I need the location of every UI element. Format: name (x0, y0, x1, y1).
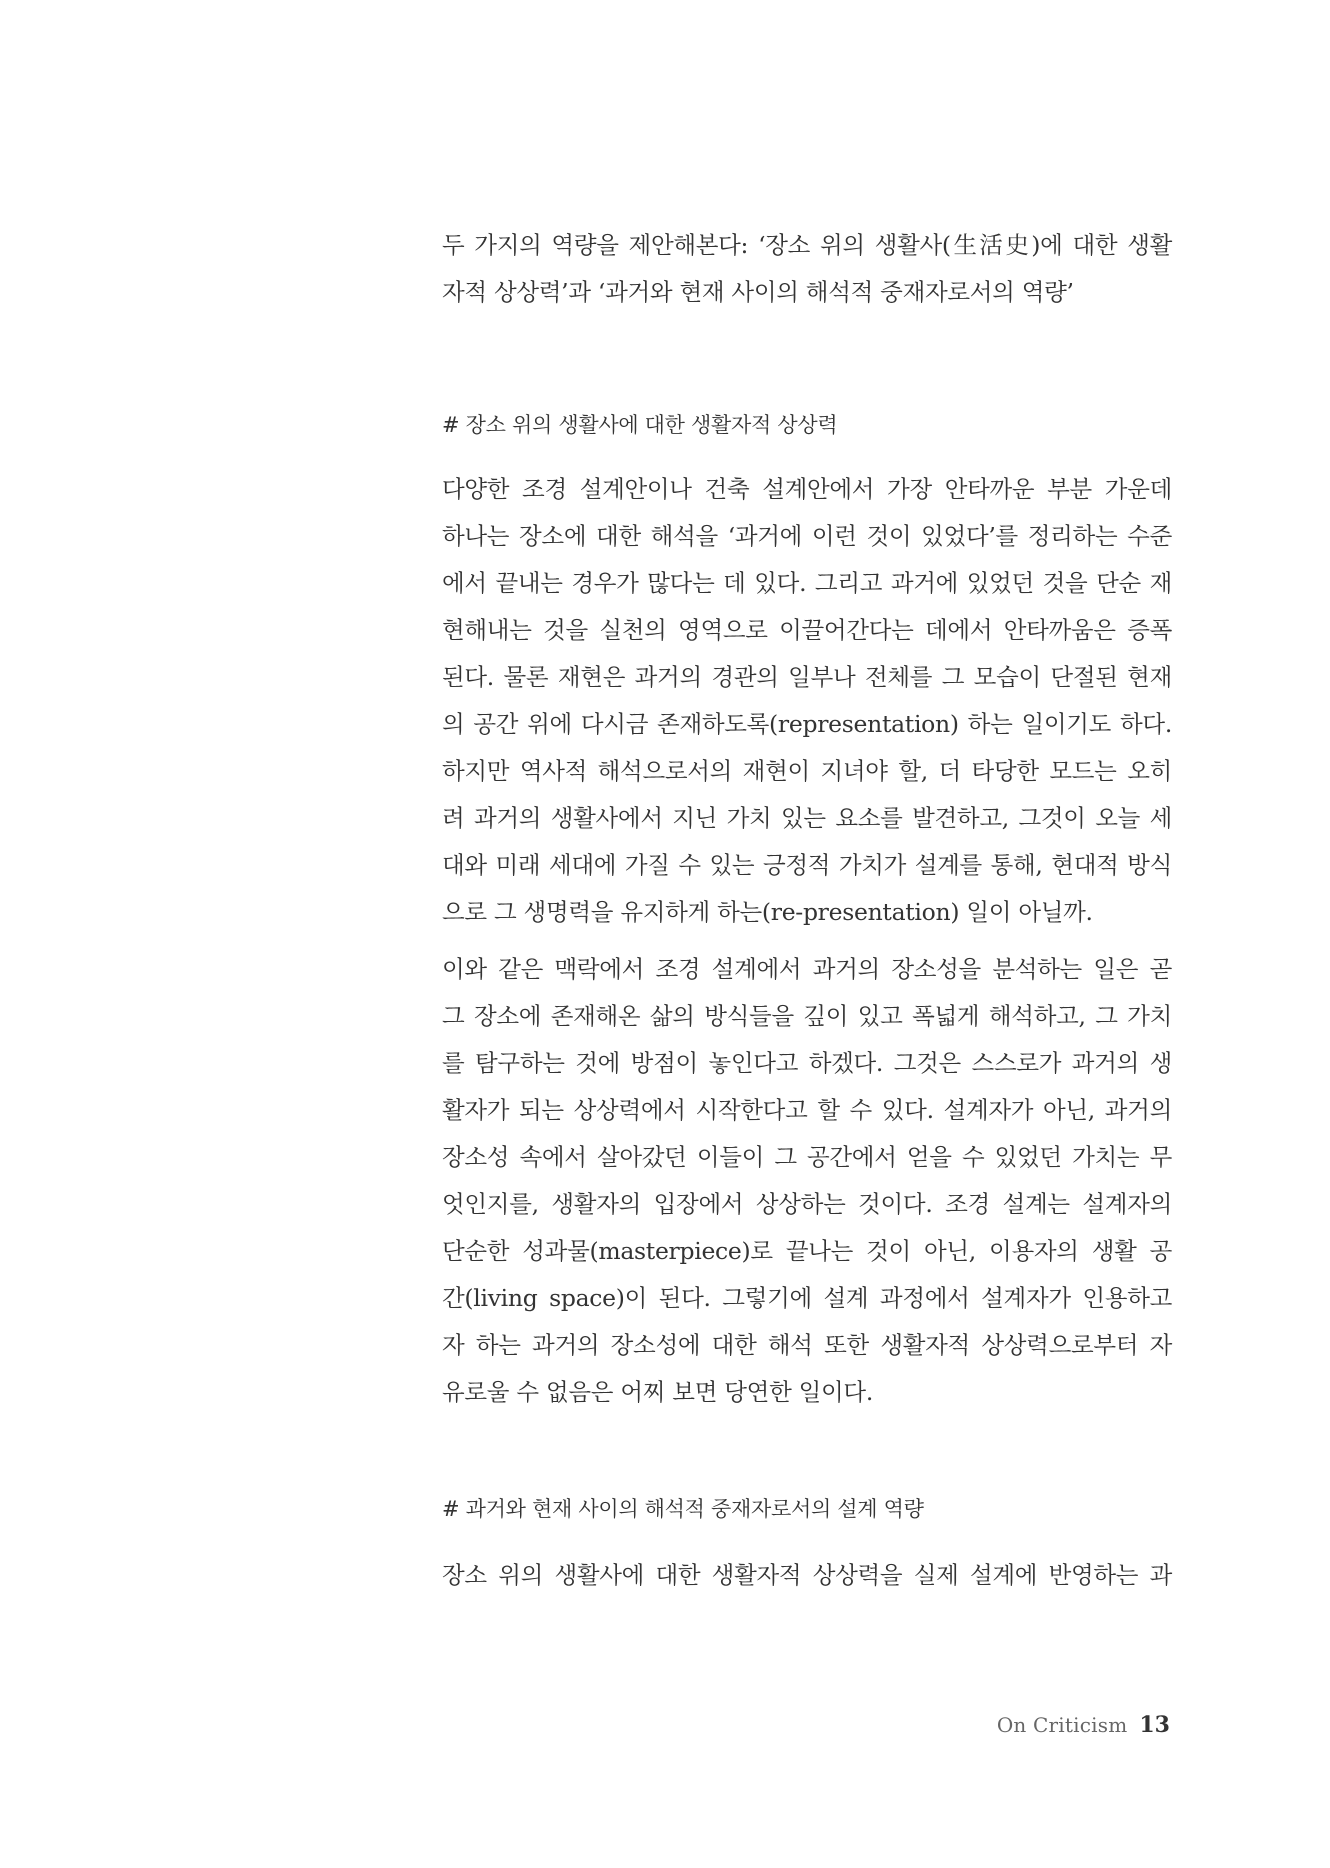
text-line: 단순한 성과물(masterpiece)로 끝나는 것이 아닌, 이용자의 생활 공 (442, 1237, 1172, 1265)
text-line: 하지만 역사적 해석으로서의 재현이 지녀야 할, 더 타당한 모드는 오히 (442, 757, 1172, 785)
text-line: 장소 위의 생활사에 대한 생활자적 상상력을 실제 설계에 반영하는 과 (442, 1561, 1172, 1589)
text-line: 활자가 되는 상상력에서 시작한다고 할 수 있다. 설계자가 아닌, 과거의 (442, 1096, 1172, 1124)
body-paragraph (442, 466, 1172, 936)
text-line: 두 가지의 역량을 제안해본다: ‘장소 위의 생활사(生活史)에 대한 생활 (442, 231, 1172, 259)
body-paragraph (442, 1552, 1172, 1599)
text-line: 하나는 장소에 대한 해석을 ‘과거에 이런 것이 있었다’를 정리하는 수준 (442, 522, 1172, 550)
text-line: 의 공간 위에 다시금 존재하도록(representation) 하는 일이기도 하다. (442, 710, 1172, 738)
text-line: 에서 끝내는 경우가 많다는 데 있다. 그리고 과거에 있었던 것을 단순 재 (442, 569, 1172, 597)
text-line: 대와 미래 세대에 가질 수 있는 긍정적 가치가 설계를 통해, 현대적 방식 (442, 851, 1172, 879)
text-line: 된다. 물론 재현은 과거의 경관의 일부나 전체를 그 모습이 단절된 현재 (442, 663, 1172, 691)
text-line: 그 장소에 존재해온 삶의 방식들을 깊이 있고 폭넓게 해석하고, 그 가치 (442, 1002, 1172, 1030)
text-line: 자 하는 과거의 장소성에 대한 해석 또한 생활자적 상상력으로부터 자 (442, 1331, 1172, 1359)
text-line: 장소성 속에서 살아갔던 이들이 그 공간에서 얻을 수 있었던 가치는 무 (442, 1143, 1172, 1171)
text-line: 엇인지를, 생활자의 입장에서 상상하는 것이다. 조경 설계는 설계자의 (442, 1190, 1172, 1218)
text-line: 를 탐구하는 것에 방점이 놓인다고 하겠다. 그것은 스스로가 과거의 생 (442, 1049, 1172, 1077)
section-heading: # 장소 위의 생활사에 대한 생활자적 상상력 (442, 413, 838, 437)
page-number: 13 (1139, 1712, 1170, 1738)
section-heading: # 과거와 현재 사이의 해석적 중재자로서의 설계 역량 (442, 1497, 924, 1521)
text-line: 간(living space)이 된다. 그렇기에 설계 과정에서 설계자가 인용하고 (442, 1284, 1172, 1312)
text-line: 현해내는 것을 실천의 영역으로 이끌어간다는 데에서 안타까움은 증폭 (442, 616, 1172, 644)
page-footer (997, 1712, 1170, 1738)
text-line: 유로울 수 없음은 어찌 보면 당연한 일이다. (442, 1378, 874, 1406)
text-line: 으로 그 생명력을 유지하게 하는(re-presentation) 일이 아닐까. (442, 898, 1093, 926)
journal-name: On Criticism (996, 1713, 1128, 1737)
text-line: 려 과거의 생활사에서 지닌 가치 있는 요소를 발견하고, 그것이 오늘 세 (442, 804, 1172, 832)
text-line: 이와 같은 맥락에서 조경 설계에서 과거의 장소성을 분석하는 일은 곧 (442, 955, 1172, 983)
body-paragraph (442, 946, 1172, 1416)
text-line: 다양한 조경 설계안이나 건축 설계안에서 가장 안타까운 부분 가운데 (442, 475, 1172, 503)
text-line: 자적 상상력’과 ‘과거와 현재 사이의 해석적 중재자로서의 역량’ (442, 278, 1074, 306)
intro-paragraph (442, 222, 1172, 316)
